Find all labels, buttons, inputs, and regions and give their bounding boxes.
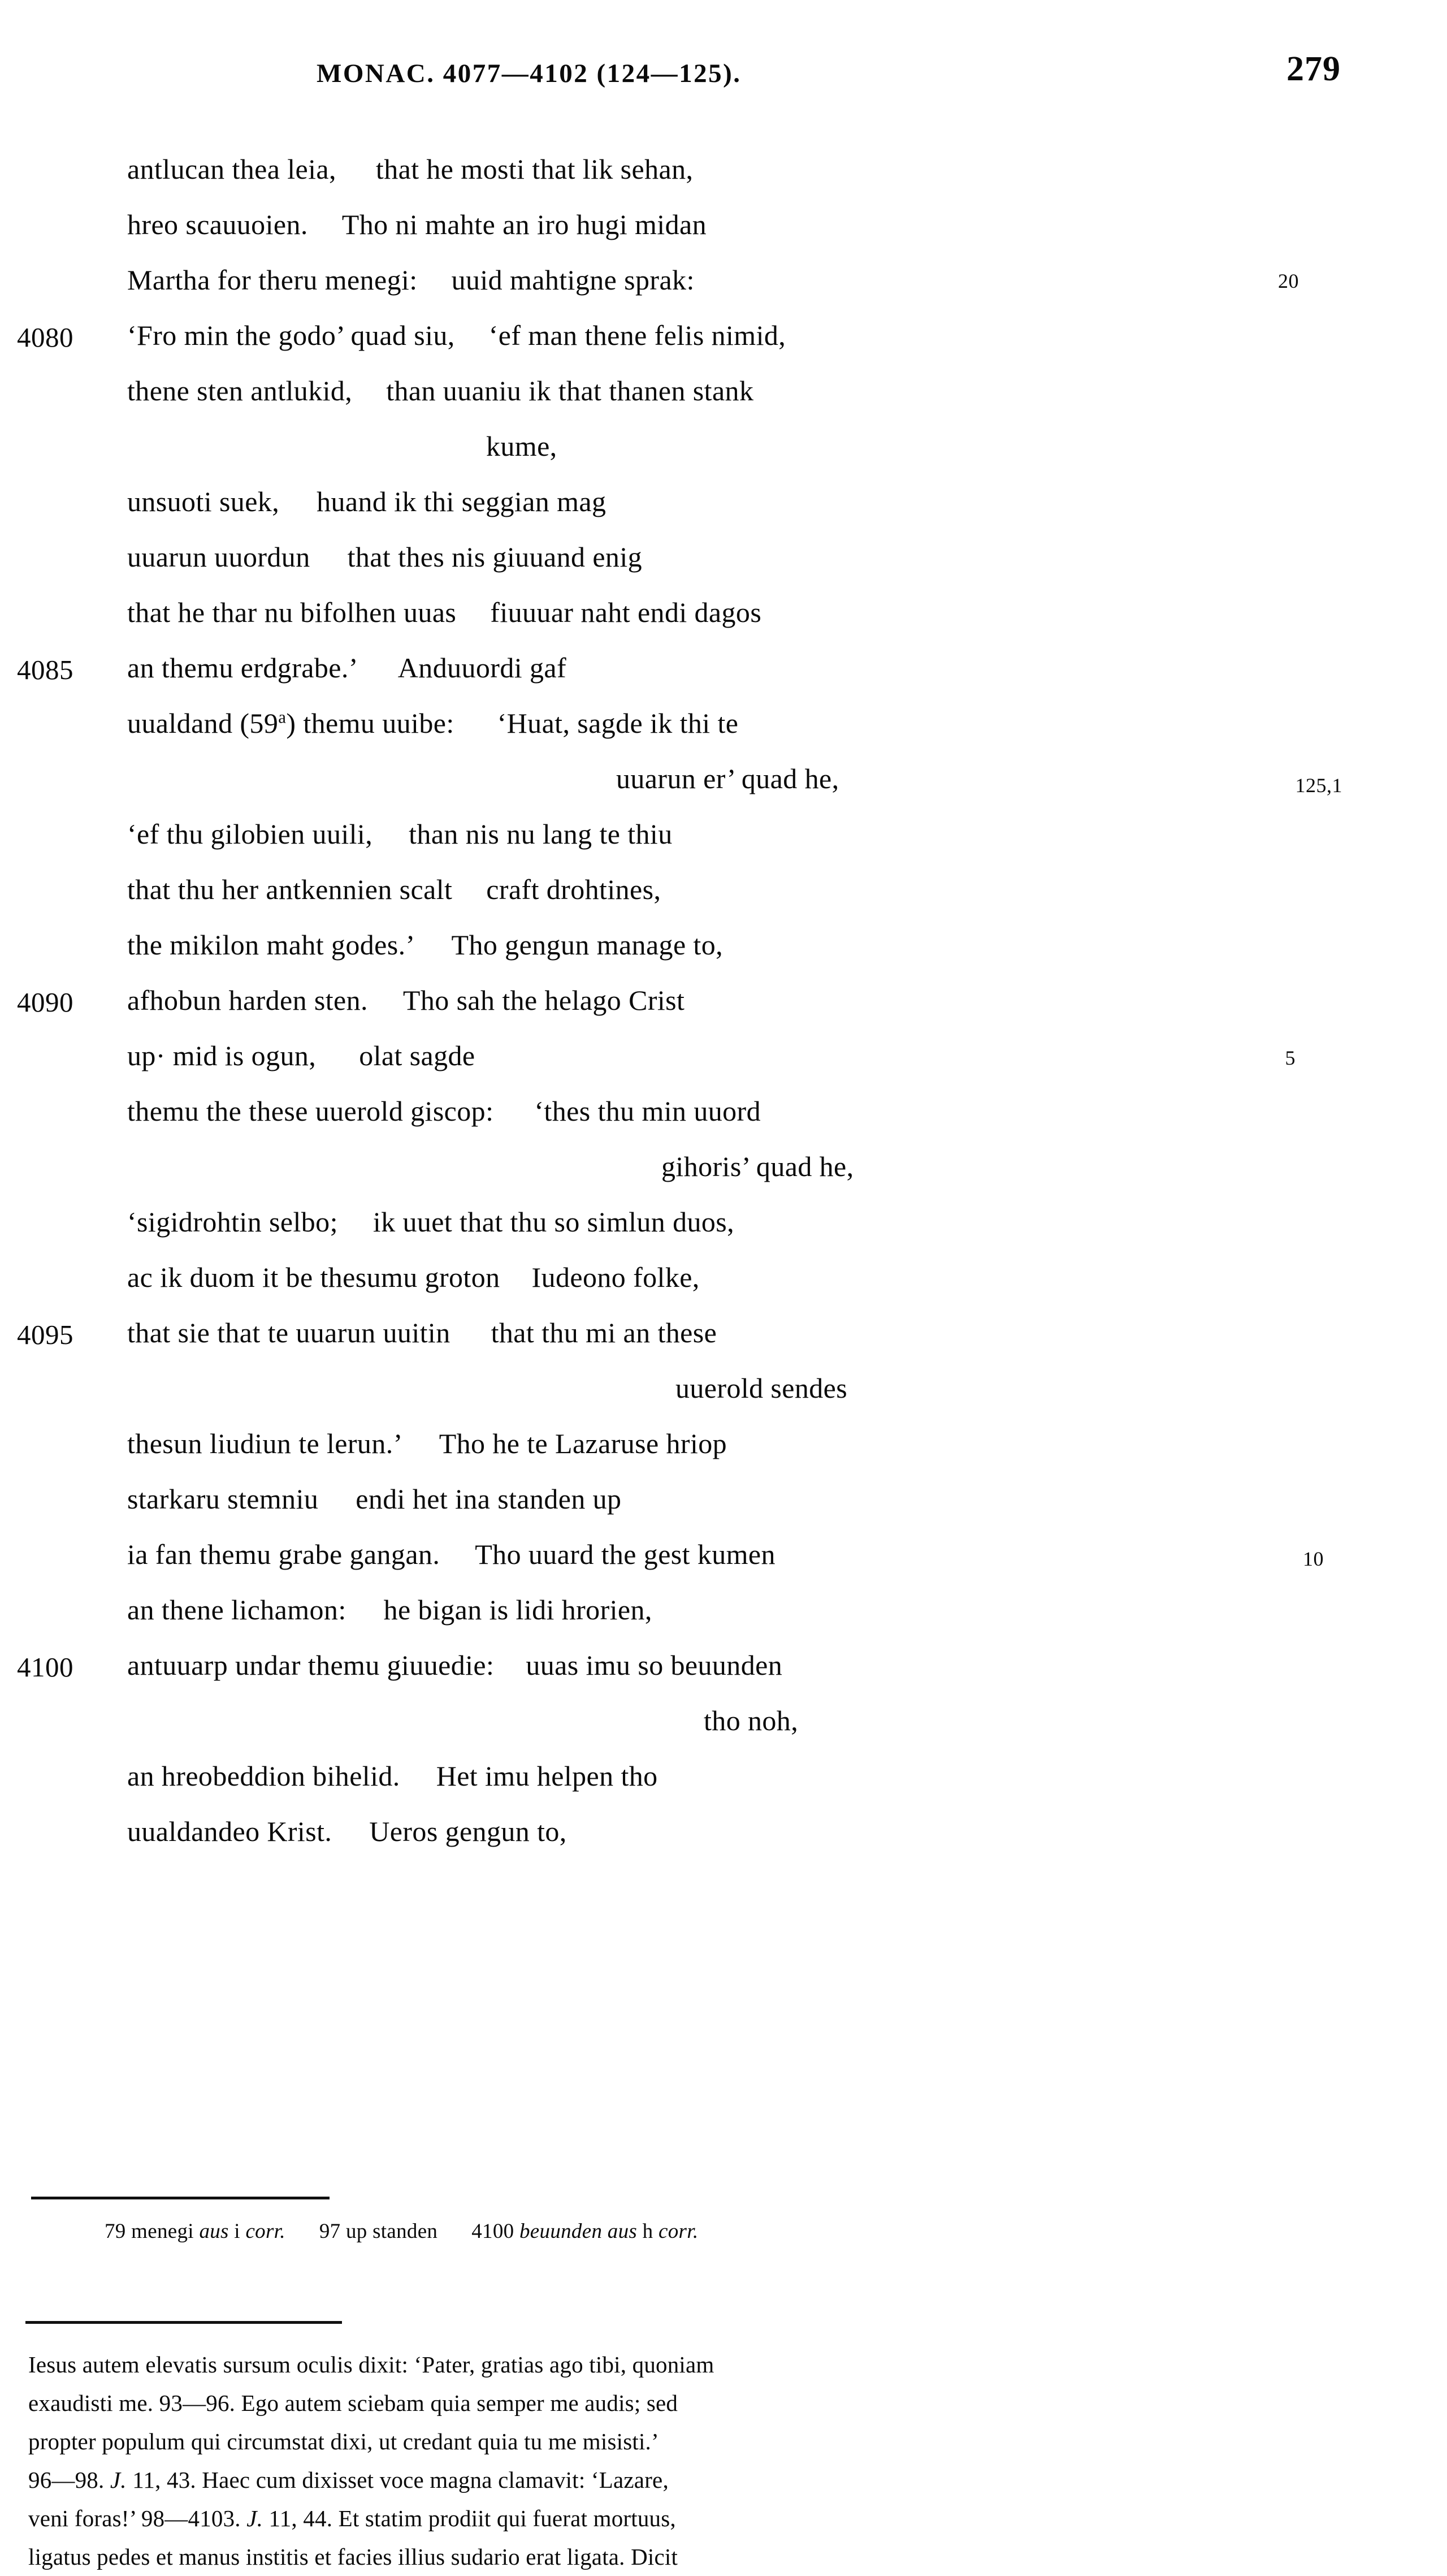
verse-line-text [127,1593,652,1626]
verse-line [0,370,1447,425]
verse-halfline-a: that thu her antkennien scalt [127,874,453,905]
verse-line [0,425,1447,481]
verse-halfline-b: Tho gengun manage to, [451,929,724,961]
verse-line-text [127,541,642,573]
verse-halfline-a: the mikilon maht godes.’ [127,929,415,961]
gospel-sigla: J. [110,2467,127,2493]
verse-halfline-b: endi het ina standen up [356,1483,622,1515]
verse-halfline-b: huand ik thi seggian mag [317,486,606,517]
verse-line-text [127,984,684,1017]
verse-halfline-b: olat sagde [359,1040,475,1071]
apparatus-rule [31,2197,330,2199]
verse-line [0,314,1447,370]
verse-halfline-b: Anduuordi gaf [397,652,566,684]
verse-halfline-b: craft drohtines, [486,874,661,905]
latin-source-line: propter populum qui circumstat dixi, ut credant quia tu me misisti.’ [28,2428,659,2454]
verse-line [0,1700,1447,1755]
verse-halfline-a: an themu erdgrabe.’ [127,652,358,684]
verse-line-text [127,1815,567,1848]
verse-halfline-a: starkaru stemniu [127,1483,319,1515]
verse-halfline-a: ‘sigidrohtin selbo; [127,1206,338,1238]
verse-line [0,924,1447,979]
verse-halfline-b: that thes nis giuuand enig [347,541,643,573]
verse-halfline-a: ‘Fro min the godo’ quad siu, [127,319,455,351]
latin-source-line: veni foras!’ 98—4103. J. 11, 44. Et statim prodiit qui fuerat mortuus, [28,2505,676,2531]
apparatus-segment: 79 men [105,2220,168,2243]
verse-line-text [127,1649,782,1682]
verse-line-text [127,153,693,185]
verse-halfline-b: ‘thes thu min uuord [534,1095,761,1127]
margin-number: 5 [1285,1047,1296,1069]
verse-halfline-b: than uuaniu ik that thanen stank [386,375,754,407]
verse-line [0,1478,1447,1533]
running-head-title: MONAC. 4077—4102 (124—125). [317,59,742,88]
verse-halfline-a: ‘ef thu gilobien uuili, [127,818,373,850]
verse-line-text [127,651,566,684]
verse-halfline-a: up· mid is ogun, [127,1040,317,1071]
verse-halfline-b: gihoris’ quad he, [661,1151,854,1182]
latin-source-line: exaudisti me. 93—96. Ego autem sciebam quia semper me audis; sed [28,2390,678,2416]
source-rule [25,2321,342,2324]
latin-source-line: 96—98. J. 11, 43. Haec cum dixisset voce magna clamavit: ‘Lazare, [28,2467,669,2493]
verse-line [0,758,1447,813]
margin-number: 10 [1303,1548,1324,1570]
verse-halfline-a: thene sten antlukid, [127,375,353,407]
verse-halfline-a: an thene lichamon: [127,1594,346,1626]
verse-line [0,1146,1447,1201]
verse-line-text [127,1205,734,1238]
apparatus-segment: gi [177,2220,200,2243]
verse-halfline-b: fiuuuar naht endi dagos [490,597,762,628]
verse-halfline-b: that he mosti that lik sehan, [375,153,694,185]
verse-line [0,481,1447,536]
verse-halfline-a: antuuarp undar themu giuuedie: [127,1649,495,1681]
verse-halfline-a: ia fan themu grabe gangan. [127,1538,440,1570]
verse-line-text [616,762,839,795]
verse-line [0,1201,1447,1256]
verse-line [0,1256,1447,1312]
margin-number: 20 [1278,270,1299,292]
verse-halfline-a: hreo scauuoien. [127,209,308,240]
page-number: 279 [1286,50,1341,88]
verse-halfline-b: than nis nu lang te thiu [409,818,673,850]
apparatus-segment: 4100 [471,2220,519,2243]
latin-source-line: Iesus autem elevatis sursum oculis dixit: ‘Pater, gratias ago tibi, quoniam [28,2352,714,2378]
verse-line-text [127,928,723,961]
verse-halfline-b: Tho uuard the gest kumen [475,1538,776,1570]
verse-halfline-b: uuas imu so beuunden [526,1649,783,1681]
verse-halfline-a: ac ik duom it be thesumu groton [127,1261,500,1293]
verse-line-text [127,1095,761,1127]
verse-halfline-b: tho noh, [704,1705,799,1736]
verse-halfline-b: Ueros gengun to, [369,1816,567,1847]
verse-line [0,1090,1447,1146]
verse-halfline-b: uuerold sendes [675,1372,848,1404]
verse-line [0,1810,1447,1866]
verse-line [0,868,1447,924]
running-head [0,50,1447,105]
verse-line-text [675,1372,847,1404]
apparatus-segment: h [637,2220,658,2243]
verse-halfline-a: Martha for theru menegi: [127,264,418,296]
verse-line-number: 4100 [17,1652,73,1683]
verse-line-number: 4085 [17,654,73,685]
verse-line-text [127,485,606,518]
verse-line-number: 4095 [17,1319,73,1350]
verse-line [0,1423,1447,1478]
verse-line [0,1644,1447,1700]
verse-halfline-a: unsuoti suek, [127,486,280,517]
verse-line [0,813,1447,868]
verse-halfline-a: themu the these uuerold giscop: [127,1095,494,1127]
verse-line [0,1367,1447,1423]
gospel-sigla: J. [246,2505,263,2531]
latin-source-block [28,2345,1354,2576]
verse-halfline-b: uuid mahtigne sprak: [451,264,695,296]
verse-halfline-a: that he thar nu bifolhen uuas [127,597,457,628]
verse-halfline-b: Het imu helpen tho [436,1760,658,1792]
verse-line-text [127,1538,776,1571]
apparatus-segment: aus [199,2220,229,2243]
apparatus-segment: corr. [658,2220,699,2243]
verse-halfline-a: afhobun harden sten. [127,984,368,1016]
verse-line [0,702,1447,758]
verse-halfline-b: that thu mi an these [491,1317,717,1348]
verse-halfline-b: Iudeono folke, [531,1261,700,1293]
apparatus-segment: beuunden aus [519,2220,638,2243]
verse-line-text [486,430,557,463]
verse-halfline-a: uualdandeo Krist. [127,1816,332,1847]
verse-line [0,979,1447,1035]
verse-halfline-a: uuarun uuordun [127,541,310,573]
verse-line [0,1533,1447,1589]
margin-number: 125,1 [1295,774,1342,797]
verse-halfline-b: he bigan is lidi hrorien, [383,1594,652,1626]
verse-halfline-b: kume, [486,430,557,462]
verse-halfline-a: uualdand (59$^a$) themu uuibe: [127,707,454,739]
verse-line [0,591,1447,647]
verse-line [0,536,1447,591]
verse-halfline-b: Tho sah the helago Crist [402,984,685,1016]
apparatus-segment: 97 up standen [319,2220,438,2243]
verse-body [0,148,1447,1866]
verse-line-text [127,1316,717,1349]
verse-halfline-a: thesun liudiun te lerun.’ [127,1428,403,1459]
verse-halfline-a: that sie that te uuarun uuitin [127,1317,450,1348]
verse-halfline-a: antlucan thea leia, [127,153,336,185]
verse-line-text [127,818,673,850]
verse-line [0,1035,1447,1090]
verse-line-text [127,208,707,241]
verse-line-text [127,1427,727,1460]
verse-line-text [127,1261,700,1294]
verse-line-text [661,1150,854,1183]
verse-halfline-b: Tho ni mahte an iro hugi midan [341,209,707,240]
verse-line [0,1312,1447,1367]
verse-halfline-b: ‘ef man thene felis nimid, [488,319,786,351]
verse-line-text [127,1760,658,1792]
verse-halfline-b: ik uuet that thu so simlun duos, [372,1206,735,1238]
verse-line-text [127,1039,475,1072]
verse-line [0,148,1447,204]
verse-halfline-a: an hreobeddion bihelid. [127,1760,400,1792]
verse-line [0,204,1447,259]
verse-line-text [127,1483,621,1515]
verse-line-number: 4090 [17,987,73,1018]
verse-halfline-b: uuarun er’ quad he, [616,763,839,794]
apparatus-segment: i [228,2220,246,2243]
verse-halfline-b: ‘Huat, sagde ik thi te [497,707,739,739]
verse-line-number: 4080 [17,322,73,353]
verse-line-text [127,596,761,629]
apparatus-criticus [105,2219,1379,2244]
latin-source-line: ligatus pedes et manus institis et facies illius sudario erat ligata. Dicit [28,2544,678,2570]
verse-line-text [127,873,661,906]
apparatus-segment: corr. [245,2220,285,2243]
verse-line-text [704,1704,798,1737]
apparatus-segment: e [167,2220,177,2243]
verse-line-text [127,263,695,296]
verse-line-text [127,374,753,407]
verse-line-text [127,319,786,352]
verse-line-text [127,707,738,740]
verse-line [0,647,1447,702]
verse-line [0,1589,1447,1644]
verse-line [0,1755,1447,1810]
verse-line [0,259,1447,314]
verse-halfline-b: Tho he te Lazaruse hriop [439,1428,727,1459]
